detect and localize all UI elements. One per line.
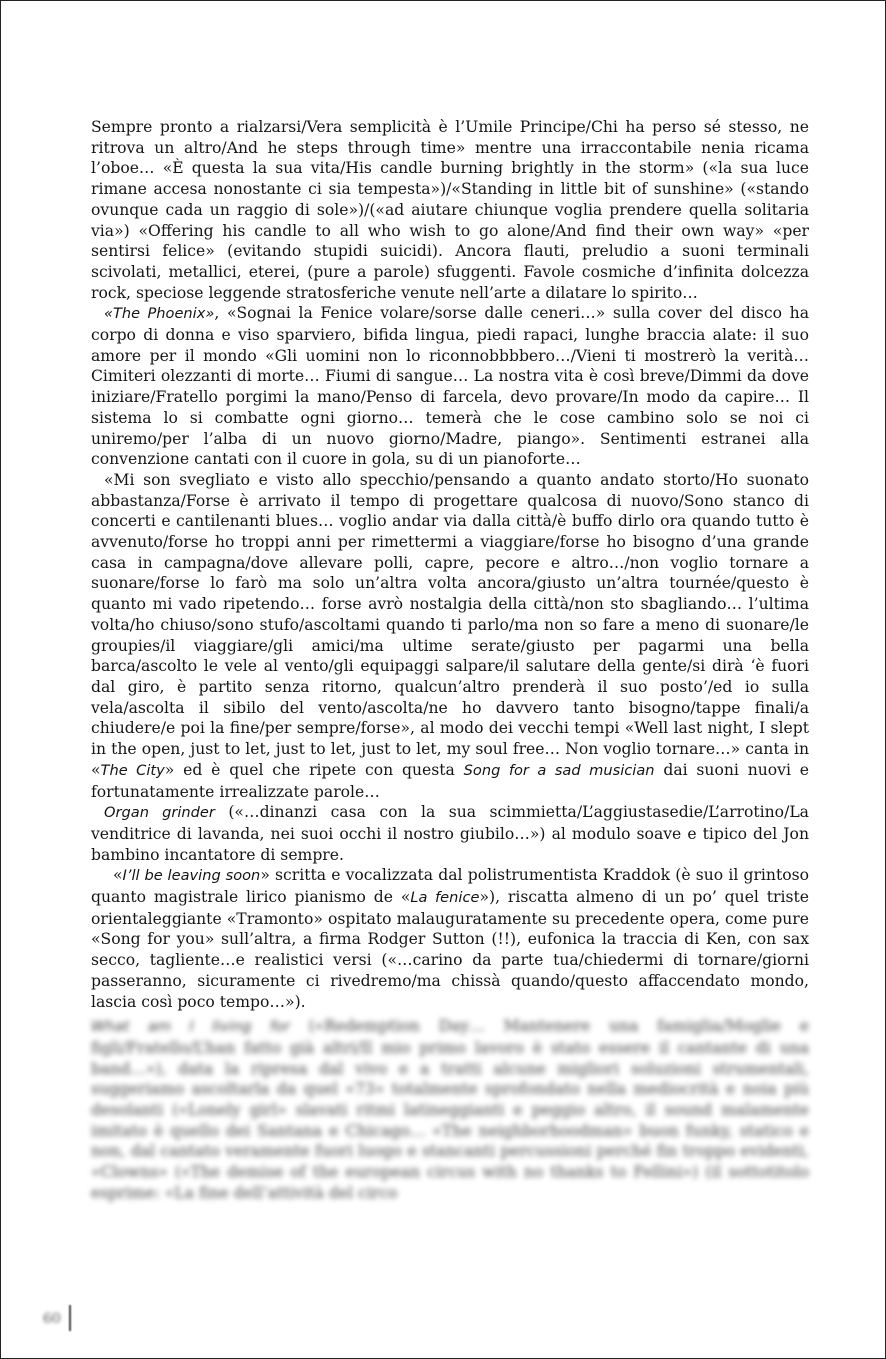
italic-text-run: The City (100, 761, 165, 779)
text-run: «Mi son svegliato e visto allo specchio/pensando a quanto andato storto/Ho suonato abbastanza/Forse è arrivato il tempo di progettare qualcosa di nuovo/Sono stanco di concerti e cantilenanti blues… voglio andar via dalla città/è buffo dirlo ora quando tutto è avvenuto/forse ho troppi anni per rimettermi a viaggiare/forse ho bisogno d’una grande casa in campagna/dove allevare polli, capre, pecore e altro…/non voglio tornare a suonare/forse lo farò ma solo un’altra volta ancora/giusto un’altra tournée/questo è quanto mi vado ripetendo… forse avrò nostalgia della città/non sto sbagliando… l’ultima volta/ho chiuso/sono stufo/ascoltami quando ti parlo/ma non so fare a meno di suonare/le groupies/il viaggiare/gli amici/ma ultime serate/giusto per pagarmi una bella barca/ascolto le vele al vento/gli equipaggi salpare/il salutare della gente/si dirà ‘è fuori dal giro, è partito senza ritorno, qualcun’altro prenderà il suo posto’/ed io sulla vela/ascolta il sibilo del vento/ascolta/ne ho davvero tanto bisogno/tappe finali/a chiudere/e poi la fine/per sempre/forse», al modo dei vecchi tempi «Well last night, I slept in the open, just to let, just to let, just to let, my soul free… Non voglio tornare…» canta in « (91, 470, 809, 779)
italic-text-run: «The Phoenix» (104, 305, 215, 323)
page-number-divider (69, 1305, 71, 1331)
text-run: («…dinanzi casa con la sua scimmietta/L’aggiustasedie/L’arrotino/La venditrice di lavanda, nei suoi occhi il nostro giubilo…») al modulo soave e tipico del Jon bambino incantatore di sempre. (91, 803, 809, 864)
text-run: Sempre pronto a rialzarsi/Vera semplicità è l’Umile Principe/Chi ha perso sé stesso, ne ritrova un altro/And he steps through time» mentre una irraccontabile nenia ricama l’oboe… «È questa la sua vita/His candle burning brightly in the storm» («la sua luce rimane accesa nonostante ci sia tempesta»)/«Standing in little bit of sunshine» («stando ovunque cada un raggio di sole»)/(«ad aiutare chiunque voglia prendere quella solitaria via») «Offering his candle to all who wish to go alone/And find their own way» «per sentirsi felice» (evitando stupidi suicidi). Ancora flauti, preludio a suoni terminali scivolati, metallici, eterei, (pure a parole) sfuggenti. Favole cosmiche d’infinita dolcezza rock, speciose leggende stratosferiche venute nell’arte a dilatare lo spirito… (91, 118, 809, 302)
italic-text-run: Song for a sad musician (463, 761, 655, 779)
paragraph-6-blurred (91, 1016, 809, 1203)
italic-text-run: Organ grinder (104, 804, 215, 822)
paragraph-3 (91, 470, 809, 802)
paragraph-1 (91, 117, 809, 303)
italic-text-run: La fenice (410, 889, 480, 907)
body-text (91, 117, 809, 1204)
paragraph-5 (91, 865, 809, 1012)
paragraph-2 (91, 303, 809, 470)
text-run: dai suoni nuovi e fortunatamente irrealizzate parole… (91, 760, 810, 801)
text-run: («Redemption Day… Mantenere una famiglia/Moglie e figli/Fratello/L’han fatto già altri/Il mio primo lavoro è stato essere il cantante di una band…»), data la ripresa dal vivo e a tratti alcune migliori soluzioni strumentali, suggeriamo ascoltarla da quel «73» totalmente sprofondato nella mediocrità e noia più desolanti («Lonely girl» slavati ritmi latineggianti e peggio altro, il sound malamente imitato è quello dei Santana e Chicago… «The neighborhoodman» buon funky, statico e non, dal cantato veramente fuori luogo e stancanti percussioni perché fin troppo evidenti, «Clowns» («The demise of the european circus with no thanks to Fellini») (il sottotitolo esprime: «La fine dell’attività del circo (91, 1017, 809, 1202)
paragraph-4 (91, 802, 809, 865)
text-run: , «Sognai la Fenice volare/sorse dalle ceneri…» sulla cover del disco ha corpo di donna e viso sparviero, bifida lingua, piedi rapaci, lunghe braccia alate: il suo amore per il mondo «Gli uomini non lo riconnobbbbero…/Vieni ti mostrerò la verità… Cimiteri olezzanti di morte… Fiumi di sangue… La nostra vita è così breve/Dimmi da dove iniziare/Fratello porgimi la mano/Penso di farcela, devo provare/In modo da capire… Il sistema lo si combatte ogni giorno… temerà che le cose cambino solo se noi ci uniremo/per l’alba di un nuovo giorno/Madre, piango». Sentimenti estranei alla convenzione cantati con il cuore in gola, su di un pianoforte… (91, 304, 809, 469)
page-number: 60 (43, 1311, 61, 1327)
text-run: » ed è quel che ripete con questa (164, 760, 464, 779)
italic-text-run: I’ll be leaving soon (122, 867, 261, 885)
italic-text-run: What am I living for (91, 1018, 290, 1036)
text-run: « (113, 866, 123, 885)
text-run: » scritta e vocalizzata dal polistrumentista Kraddok (è suo il grintoso quanto magistrale lirico pianismo de « (91, 866, 810, 907)
text-run: »), riscatta almeno di un po’ quel triste orientaleggiante «Tramonto» ospitato malauguratamente su precedente opera, come pure «Song for you» sull’altra, a firma Rodger Sutton (!!), eufonica la traccia di Ken, con sax secco, tagliente…e realistici versi («…carino da parte tua/chiedermi di tornare/giorni passeranno, sicuramente ci rivedremo/ma chissà quando/questo affaccendato mondo, lascia così poco tempo…»). (91, 888, 809, 1011)
